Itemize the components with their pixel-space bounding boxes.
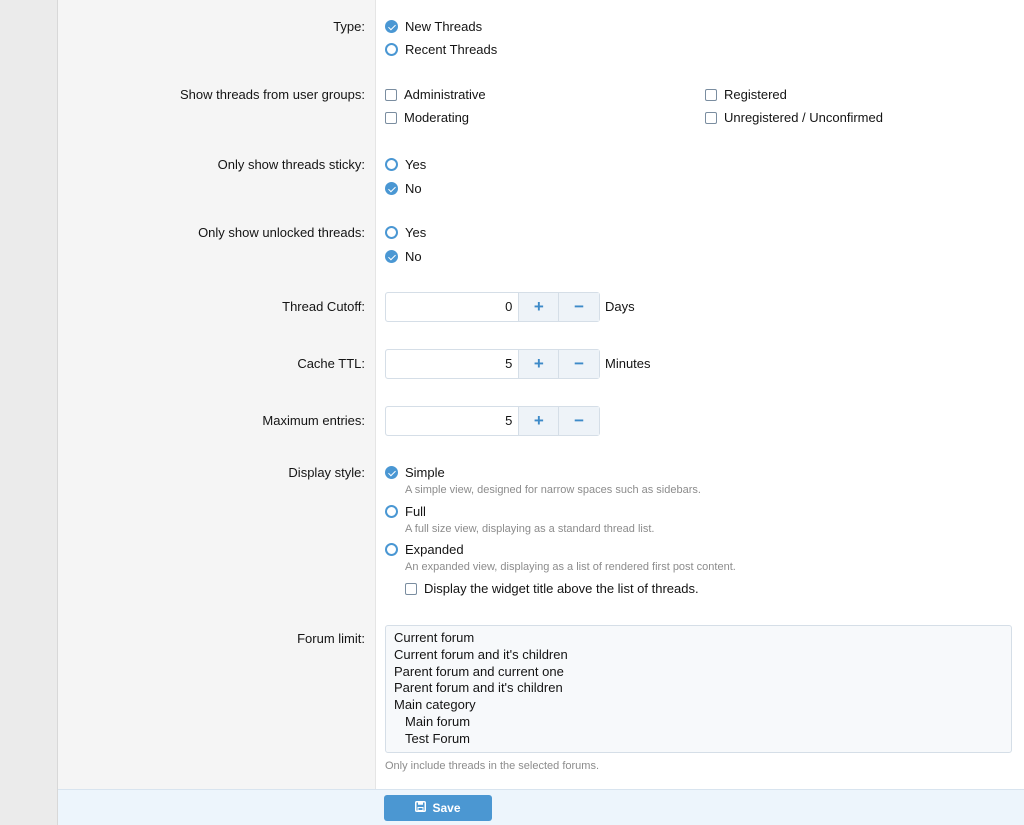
radio-checked-icon [385,182,398,195]
radio-unchecked-icon [385,43,398,56]
option-label: Moderating [404,110,470,125]
option-label: Unregistered / Unconfirmed [724,110,883,125]
checkbox-icon [385,112,397,124]
option-label: No [405,249,422,264]
user-group-administrative-checkbox[interactable] [385,87,486,102]
sticky-no-radio[interactable] [385,181,422,196]
unlocked-yes-radio[interactable] [385,225,426,240]
option-label: Expanded [405,542,464,557]
radio-unchecked-icon [385,226,398,239]
type-recent-threads-radio[interactable] [385,42,497,57]
display-full-hint: A full size view, displaying as a standard thread list. [405,523,655,535]
option-label: Display the widget title above the list of threads. [424,581,699,596]
display-simple-radio[interactable] [385,465,445,480]
forum-option[interactable]: Parent forum and it's children [394,680,563,696]
cache-ttl-unit: Minutes [605,356,651,371]
radio-checked-icon [385,20,398,33]
widget-options-panel [57,0,1024,825]
option-label: Recent Threads [405,42,498,57]
type-label: Type: [333,19,365,34]
display-style-label: Display style: [288,465,365,480]
user-group-moderating-checkbox[interactable] [385,110,469,125]
max-entries-stepper [385,406,600,436]
unlocked-label: Only show unlocked threads: [198,225,365,240]
forum-option[interactable]: Parent forum and current one [394,663,564,679]
option-label: Yes [405,225,427,240]
label-column [58,0,376,789]
minus-icon[interactable]: − [559,407,599,435]
display-full-radio[interactable] [385,504,426,519]
option-label: No [405,181,422,196]
minus-icon[interactable]: − [559,350,599,378]
forum-limit-hint: Only include threads in the selected forums. [385,760,600,772]
save-icon [415,801,432,815]
forum-limit-label: Forum limit: [297,631,365,646]
radio-unchecked-icon [385,543,398,556]
cutoff-unit: Days [605,299,635,314]
cutoff-input[interactable]: 0 [386,293,519,321]
forum-option[interactable]: Main forum [405,713,471,729]
forum-option[interactable]: Current forum [394,630,475,645]
forum-option[interactable]: Test Forum [405,730,471,746]
option-label: Simple [405,465,445,480]
save-button[interactable] [384,795,492,821]
display-expanded-hint: An expanded view, displaying as a list of rendered first post content. [405,561,736,573]
plus-icon[interactable]: + [519,350,559,378]
user-group-registered-checkbox[interactable] [705,87,787,102]
cutoff-stepper [385,292,600,322]
max-entries-input[interactable]: 5 [386,407,519,435]
plus-icon[interactable]: + [519,407,559,435]
cache-ttl-input[interactable]: 5 [386,350,519,378]
type-new-threads-radio[interactable] [385,19,482,34]
option-label: Yes [405,157,427,172]
option-label: New Threads [405,19,483,34]
left-gutter [0,0,57,825]
display-widget-title-checkbox[interactable] [405,581,699,596]
checkbox-icon [705,89,717,101]
forum-option[interactable]: Current forum and it's children [394,646,568,662]
cutoff-label: Thread Cutoff: [282,299,365,314]
unlocked-no-radio[interactable] [385,249,422,264]
checkbox-icon [385,89,397,101]
radio-unchecked-icon [385,505,398,518]
forum-limit-select[interactable] [385,625,1012,753]
radio-checked-icon [385,466,398,479]
sticky-yes-radio[interactable] [385,157,426,172]
plus-icon[interactable]: + [519,293,559,321]
radio-unchecked-icon [385,158,398,171]
option-label: Full [405,504,426,519]
checkbox-icon [405,583,417,595]
minus-icon[interactable]: − [559,293,599,321]
checkbox-icon [705,112,717,124]
max-entries-label: Maximum entries: [262,413,365,428]
save-label: Save [432,801,461,815]
cache-ttl-stepper [385,349,600,379]
user-groups-label: Show threads from user groups: [180,87,365,102]
user-group-unregistered-checkbox[interactable] [705,110,883,125]
radio-checked-icon [385,250,398,263]
forum-option[interactable]: Main category [394,697,476,713]
display-simple-hint: A simple view, designed for narrow spaces such as sidebars. [405,484,701,496]
option-label: Registered [724,87,787,102]
cache-ttl-label: Cache TTL: [297,356,365,371]
form-footer [58,789,1024,825]
option-label: Administrative [404,87,486,102]
sticky-label: Only show threads sticky: [217,157,365,172]
display-expanded-radio[interactable] [385,542,464,557]
